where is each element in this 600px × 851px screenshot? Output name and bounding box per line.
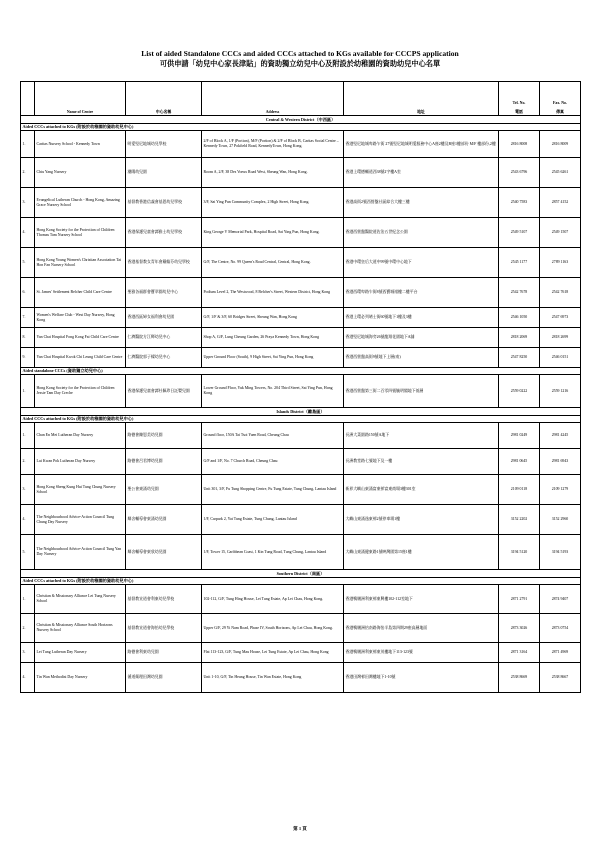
address-zh: 香港上環必列啫士街60號地下1樓及3樓 [344,308,499,328]
centre-name-zh: 路德會利東幼兒園 [126,643,202,663]
row-number: 8. [21,328,35,348]
row-number: 1. [21,375,35,408]
table-row [21,643,581,663]
tel-number: 2981 0249 [499,423,540,449]
table-row [21,218,581,248]
tel-number: 2538 8669 [499,663,540,693]
fax-number: 2547 6973 [540,308,581,328]
centre-name-zh: 鄰舍輔導會東涌幼兒園 [126,505,202,535]
centre-name-en: Tin Wan Methodist Day Nursery [35,663,126,693]
tel-number: 2549 5107 [499,218,540,248]
header-fax [540,82,581,116]
tel-number: 2871 2791 [499,585,540,614]
address-zh: 長洲大菜園路150號A地下 [344,423,499,449]
centre-name-en: Hong Kong Sheng Kung Hui Tung Chung Nursery School [35,475,126,505]
address-zh: 香港西營盤第三街二百零四號毓明閣地下低層 [344,375,499,408]
centre-name-zh: 香港基督教女青年會戴翰芬幼兒學校 [126,248,202,278]
table-row [21,449,581,475]
address-en: 1/F, Tower 15, Caribbean Coast, 1 Kin Tung Road, Tung Chung, Lantau Island [202,535,344,570]
address-en: Unit 1-10, G/F, Tin Heung House, Tin Wan Estate, Hong Kong [202,663,344,693]
centre-name-en: Christian & Missionary Alliance South Horizons Nursery School [35,614,126,643]
centre-name-en: Yan Chai Hospital Kwok Chi Leung Child Care Centre [35,348,126,368]
fax-number: 2559 1216 [540,375,581,408]
address-zh: 新界大嶼山東涌富東邨富東商場3樓301室 [344,475,499,505]
centre-name-en: Hong Kong Society for the Protection of Children Jessie Tam Day Creche [35,375,126,408]
table-row [21,375,581,408]
row-number: 9. [21,348,35,368]
address-zh: 香港高街2號西營盤社區綜合大樓三樓 [344,188,499,218]
address-en: King George V Memorial Park, Hospital Road, Sai Ying Pun, Hong Kong. [202,218,344,248]
fax-number: 2538 8667 [540,663,581,693]
header-tel [499,82,540,116]
district-heading: Central & Western District（中西區） [21,116,581,124]
row-number: 5. [21,535,35,570]
tel-number: 2818 2069 [499,328,540,348]
row-number: 2. [21,614,35,643]
table-row [21,505,581,535]
tel-number: 3152 2202 [499,505,540,535]
table-row [21,131,581,158]
centre-name-en: The Neighbourhood Advice-Action Council Tung Yan Day Nursery [35,535,126,570]
fax-number: 3194 5193 [540,535,581,570]
tel-number: 2981 0645 [499,449,540,475]
tel-number: 2559 0222 [499,375,540,408]
tel-number: 2871 3164 [499,643,540,663]
row-number: 1. [21,131,35,158]
row-number: 3. [21,188,35,218]
address-en: Podium Level 2, The Westwood, 8 Belcher's Street, Western District, Hong Kong [202,278,344,308]
fax-number: 2871 4969 [540,643,581,663]
address-zh: 香港堅尼地城海旁26號龍翔花園地下A舖 [344,328,499,348]
table-row [21,585,581,614]
row-number: 5. [21,248,35,278]
centre-name-en: Chiu Yang Nursery [35,158,126,188]
table-header-row [21,82,581,116]
fax-number: 2545 6261 [540,158,581,188]
row-number: 3. [21,643,35,663]
table-row [21,614,581,643]
address-en: Room A, 2/F, 38 Des Voeux Road West, Sheung Wan, Hong Kong. [202,158,344,188]
address-zh: 香港鴨脷洲利東邨東茂樓地下113-123號 [344,643,499,663]
centre-name-en: Women's Welfare Club - West Day Nursery, Hong Kong [35,308,126,328]
row-number: 2. [21,158,35,188]
address-en: Upper Ground Floor (South), 9 High Street, Sai Ying Pun, Hong Kong [202,348,344,368]
fax-number: 2109 1279 [540,475,581,505]
centre-name-en: Christian & Missionary Alliance Lei Tung Nursery School [35,585,126,614]
category-heading: Aided standalone CCCs (資助獨立幼兒中心) [21,368,581,375]
address-zh: 長洲教堂路七號地下及一樓 [344,449,499,475]
table-row [21,328,581,348]
address-en: Ground floor, 150A Tai Tsoi Yuen Road, Cheung Chau [202,423,344,449]
header-address-zh: 地址 [344,82,499,116]
table-row [21,535,581,570]
tel-number: 2543 6796 [499,158,540,188]
fax-number: 2789 1163 [540,248,581,278]
table-row [21,248,581,278]
fax-number: 2816 8009 [540,131,581,158]
category-heading: Aided CCCs attached to KGs (附設於幼稚園的資助幼兒中心) [21,416,581,423]
page-title-zh: 可供申請「幼兒中心家長津貼」的資助獨立幼兒中心及附設於幼稚園的資助幼兒中心名單 [159,60,441,68]
fax-number: 3152 2960 [540,505,581,535]
tel-number: 2540 7583 [499,188,540,218]
fax-number: 2542 7618 [540,278,581,308]
centre-name-zh: 基督教宣道會海怡幼兒學校 [126,614,202,643]
centre-name-zh: 路德會陳恩美幼兒園 [126,423,202,449]
address-zh: 香港鴨脷洲怡南路海怡半島第四期29座高層地面 [344,614,499,643]
centre-name-en: Evangelical Lutheran Church - Hong Kong, Amazing Grace Nursery School [35,188,126,218]
centre-name-en: The Neighbourhood Advice-Action Council Tung Chung Day Nursery [35,505,126,535]
address-en: Lower Ground Floor, Yuk Ming Towers, No. 204 Third Street, Sai Ying Pun, Hong Kong [202,375,344,408]
row-number: 1. [21,585,35,614]
table-row [21,158,581,188]
centre-name-zh: 循道衛理田灣幼兒園 [126,663,202,693]
address-zh: 大嶼山東涌逸東邨2號停車場1樓 [344,505,499,535]
centre-table [20,81,581,693]
district-row [21,116,581,124]
table-row [21,423,581,449]
page-title-en: List of aided Standalone CCCs and aided CCCs attached to KGs available for CCCPS application [141,49,459,58]
header-address-en: Address [202,82,344,116]
row-number: 4. [21,218,35,248]
category-row [21,124,581,131]
fax-number: 2546 0151 [540,348,581,368]
district-heading: Islands District（離島區） [21,408,581,416]
centre-name-en: Lui Kwan Pok Lutheran Day Nursery [35,449,126,475]
tel-number: 2542 7678 [499,278,540,308]
page-footer: 第 1 頁 [293,826,307,831]
table-row [21,475,581,505]
centre-name-zh: 香港保護兒童會譚雅士幼兒學校 [126,218,202,248]
row-number: 4. [21,663,35,693]
address-zh: 香港中環皇后大道中99號中環中心地下 [344,248,499,278]
row-number: 7. [21,308,35,328]
tel-number: 3194 5120 [499,535,540,570]
address-zh: 香港鴨脷洲利東邨東興樓102-112室地下 [344,585,499,614]
address-en: G/F, The Centre, No. 99 Queen's Road Central, Central, Hong Kong. [202,248,344,278]
centre-name-en: Hong Kong Young Women's Christian Association Tai Hon Fan Nursery School [35,248,126,278]
centre-name-en: Caritas Nursery School - Kennedy Town [35,131,126,158]
centre-name-zh: 基督教香港信義會基恩幼兒學校 [126,188,202,218]
address-en: Upper G/F, 29 Yi Nam Road, Phase IV, South Horizons, Ap Lei Chau, Hong Kong. [202,614,344,643]
address-zh: 大嶼山東涌健東路1號映灣園第15座1樓 [344,535,499,570]
centre-name-zh: 潮陽幼兒園 [126,158,202,188]
address-en: Flat 113-123, G/F, Tung Mau House, Lei Tung Estate, Ap Lei Chau, Hong Kong [202,643,344,663]
address-en: Shop A, G/F, Lung Cheung Garden, 26 Praya Kennedy Town, Hong Kong [202,328,344,348]
tel-number: 2545 1177 [499,248,540,278]
address-zh: 香港西營盤高街9號地下上層(南) [344,348,499,368]
address-en: G/F, 1/F & 3/F, 60 Bridges Street, Sheung Wan, Hong Kong [202,308,344,328]
header-no [21,82,35,116]
centre-name-zh: 香港西區婦女福利會幼兒園 [126,308,202,328]
header-tel-zh: 電話 [515,110,523,115]
centre-name-zh: 仁濟醫院方江輝幼兒中心 [126,328,202,348]
header-tel-en: Tel. No. [512,100,526,105]
fax-number: 2874 9407 [540,585,581,614]
address-zh: 香港西營盤醫院道佐治五世紀念公園 [344,218,499,248]
centre-name-zh: 聖公會東涌幼兒園 [126,475,202,505]
centre-name-zh: 聖雅各福群會寶翠園幼兒中心 [126,278,202,308]
address-en: 3/F, Sai Ying Pun Community Complex, 2 High Street, Hong Kong. [202,188,344,218]
row-number: 2. [21,449,35,475]
category-heading: Aided CCCs attached to KGs (附設於幼稚園的資助幼兒中心) [21,124,581,131]
address-zh: 香港田灣邨田灣樓地下1-10號 [344,663,499,693]
address-en: G/F and 1/F, No. 7 Church Road, Cheung Chau [202,449,344,475]
centre-name-zh: 基督教宣道會利東幼兒學校 [126,585,202,614]
centre-name-en: Lei Tung Lutheran Day Nursery [35,643,126,663]
district-row [21,570,581,578]
district-heading: Southern District（南區） [21,570,581,578]
centre-name-zh: 路德會呂君博幼兒園 [126,449,202,475]
address-zh: 香港上環德輔道西38號2字樓A室 [344,158,499,188]
row-number: 1. [21,423,35,449]
centre-name-zh: 香港保護兒童會譚杜佩珍日託嬰兒園 [126,375,202,408]
table-row [21,278,581,308]
header-fax-zh: 傳真 [556,110,564,115]
address-en: Unit 301, 3/F, Fu Tung Shopping Centre, Fu Tung Estate, Tung Chung, Lantau Island [202,475,344,505]
header-name-en: Name of Centre [35,82,126,116]
address-zh: 香港西環卑路乍街8號西寶城裙樓二樓平台 [344,278,499,308]
table-row [21,348,581,368]
tel-number: 2546 1050 [499,308,540,328]
category-row [21,368,581,375]
category-heading: Aided CCCs attached to KGs (附設於幼稚園的資助幼兒中心) [21,578,581,585]
header-fax-en: Fax. No. [553,100,567,105]
fax-number: 2549 1507 [540,218,581,248]
tel-number: 2547 8250 [499,348,540,368]
centre-name-zh: 明愛堅尼地城幼兒學校 [126,131,202,158]
category-row [21,578,581,585]
row-number: 6. [21,278,35,308]
address-zh: 香港堅尼地城卑路乍街 27號堅尼地城明愛服務中心A座2樓及B座1樓部份 M/F 樓部份,2樓 [344,131,499,158]
centre-name-zh: 鄰舍輔導會東欣幼兒園 [126,535,202,570]
fax-number: 2818 2699 [540,328,581,348]
row-number: 3. [21,475,35,505]
centre-name-en: St. James' Settlement Belcher Child Care Centre [35,278,126,308]
category-row [21,416,581,423]
centre-name-en: Hong Kong Society for the Protection of Children Thomas Tam Nursery School [35,218,126,248]
fax-number: 2873 0754 [540,614,581,643]
centre-name-en: Chan En Mei Lutheran Day Nursery [35,423,126,449]
header-name-zh: 中心名稱 [126,82,202,116]
fax-number: 2857 4152 [540,188,581,218]
tel-number: 2816 8008 [499,131,540,158]
table-row [21,663,581,693]
centre-name-en: Yan Chai Hospital Fong Kong Fai Child Care Centre [35,328,126,348]
fax-number: 2981 6943 [540,449,581,475]
address-en: 1/F, Carpark 2, Yat Tung Estate, Tung Chung, Lantau Island [202,505,344,535]
table-row [21,308,581,328]
fax-number: 2981 4245 [540,423,581,449]
district-row [21,408,581,416]
tel-number: 2873 3026 [499,614,540,643]
address-en: 102-112, G/F, Tung Hing House, Lei Tung Estate, Ap Lei Chau, Hong Kong. [202,585,344,614]
table-row [21,188,581,218]
tel-number: 2109 0118 [499,475,540,505]
row-number: 4. [21,505,35,535]
address-en: 2/F of Block A, 1/F (Portion), M/F (Portion) & 2/F of Block B, Caritas Social Centre – Kennedy Town, 27 Pokfield Road, KennedyTown, Hong Kong. [202,131,344,158]
centre-name-zh: 仁濟醫院郭子樑幼兒中心 [126,348,202,368]
